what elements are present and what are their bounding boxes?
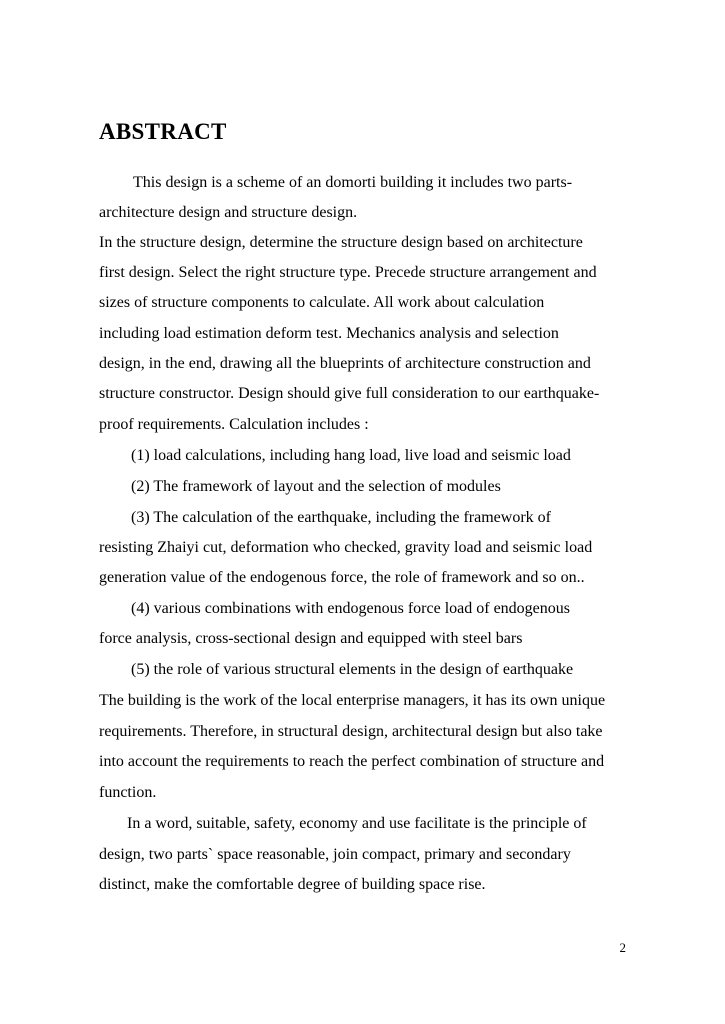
abstract-line: structure constructor. Design should give full consideration to our earthquake-	[99, 385, 600, 402]
abstract-line: requirements. Therefore, in structural design, architectural design but also take	[99, 723, 603, 740]
abstract-line: (5) the role of various structural elements in the design of earthquake	[131, 661, 574, 678]
abstract-line: In a word, suitable, safety, economy and use facilitate is the principle of	[127, 815, 587, 832]
abstract-line: design, two parts` space reasonable, join compact, primary and secondary	[99, 846, 571, 863]
abstract-line: design, in the end, drawing all the blueprints of architecture construction and	[99, 355, 591, 372]
abstract-line: (1) load calculations, including hang load, live load and seismic load	[131, 447, 571, 464]
abstract-line: proof requirements. Calculation includes :	[99, 416, 369, 433]
abstract-line: (4) various combinations with endogenous force load of endogenous	[131, 600, 571, 617]
abstract-line: This design is a scheme of an domorti building it includes two parts-	[133, 174, 573, 191]
abstract-line: force analysis, cross-sectional design and equipped with steel bars	[99, 630, 523, 647]
abstract-line: into account the requirements to reach the perfect combination of structure and	[99, 753, 605, 770]
abstract-line: In the structure design, determine the structure design based on architecture	[99, 234, 583, 251]
page-number: 2	[619, 940, 626, 955]
abstract-line: generation value of the endogenous force, the role of framework and so on..	[99, 569, 585, 586]
abstract-line: function.	[99, 784, 157, 801]
abstract-line: distinct, make the comfortable degree of building space rise.	[99, 876, 486, 893]
abstract-line: first design. Select the right structure type. Precede structure arrangement and	[99, 264, 597, 281]
abstract-line: architecture design and structure design.	[99, 204, 358, 221]
abstract-line: The building is the work of the local enterprise managers, it has its own unique	[99, 692, 606, 709]
abstract-line: sizes of structure components to calculate. All work about calculation	[99, 294, 545, 311]
abstract-heading: ABSTRACT	[99, 119, 227, 144]
abstract-line: (2) The framework of layout and the selection of modules	[131, 478, 501, 495]
abstract-line: including load estimation deform test. Mechanics analysis and selection	[99, 325, 559, 342]
abstract-line: resisting Zhaiyi cut, deformation who checked, gravity load and seismic load	[99, 539, 593, 556]
abstract-line: (3) The calculation of the earthquake, including the framework of	[131, 509, 551, 526]
